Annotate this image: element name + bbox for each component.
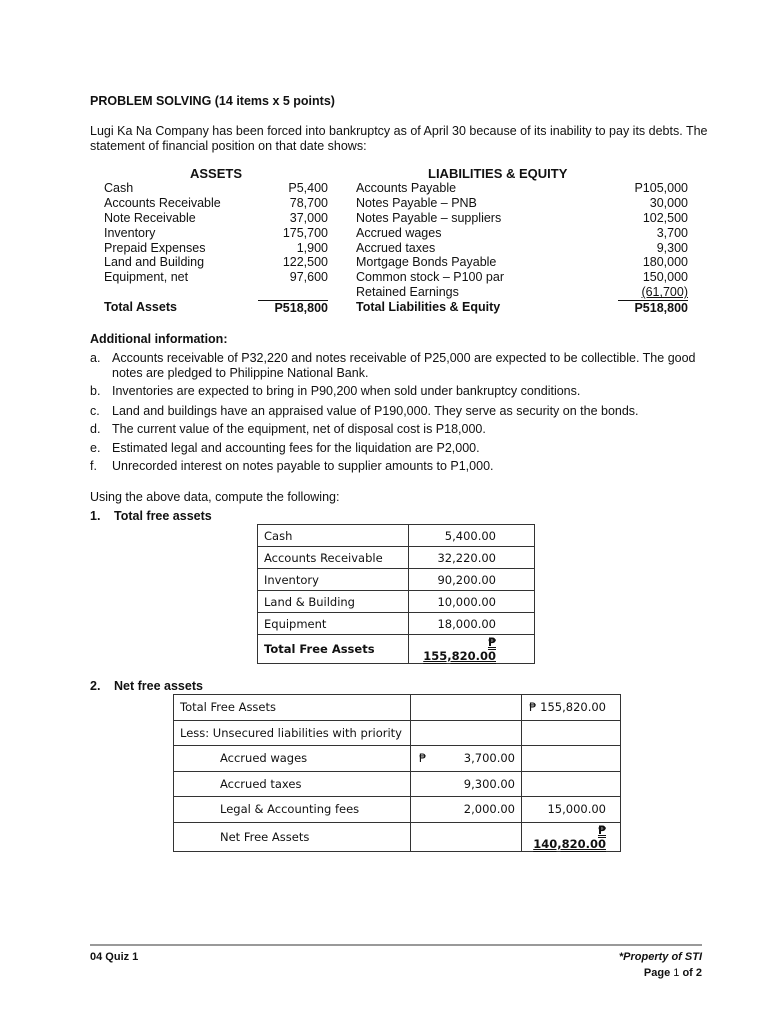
table-row [258, 635, 535, 664]
q2-item-value: 2,000.00 [411, 797, 522, 823]
liability-label: Mortgage Bonds Payable [356, 255, 497, 270]
liability-row [356, 181, 688, 196]
liability-value: 9,300 [656, 240, 688, 255]
q1-cell-value: 18,000.00 [409, 613, 535, 635]
footer-divider [90, 944, 702, 946]
assets-list [104, 181, 328, 285]
table-row [174, 720, 621, 746]
q1-cell-value: 32,220.00 [409, 547, 535, 569]
asset-row [104, 255, 328, 270]
liabilities-heading: LIABILITIES & EQUITY [428, 166, 568, 181]
liability-label: Accrued wages [356, 225, 442, 240]
info-letter: e. [90, 441, 101, 455]
q1-total-value: ₱ 155,820.00 [423, 635, 496, 663]
asset-label: Equipment, net [104, 270, 189, 285]
table-row [174, 822, 621, 851]
info-letter: c. [90, 404, 100, 418]
q2-net-value: ₱ 140,820.00 [533, 822, 606, 851]
page-title: PROBLEM SOLVING (14 items x 5 points) [90, 94, 335, 108]
asset-value: 78,700 [289, 195, 328, 210]
q2-item-label: Legal & Accounting fees [174, 797, 411, 823]
liability-label: Retained Earnings [356, 285, 459, 300]
asset-row [104, 270, 328, 285]
liability-value: 3,700 [656, 225, 688, 240]
liability-row [356, 241, 688, 256]
asset-row [104, 181, 328, 196]
liability-row [356, 226, 688, 241]
footer-property: *Property of STI [618, 951, 702, 963]
asset-label: Inventory [104, 225, 156, 240]
liability-row [356, 255, 688, 270]
additional-heading: Additional information: [90, 332, 228, 346]
q2-title: Net free assets [114, 679, 203, 693]
liabilities-list [356, 181, 688, 300]
q1-title: Total free assets [114, 509, 212, 523]
page-number: 1 [673, 967, 680, 979]
asset-row [104, 226, 328, 241]
q2-item-value: 9,300.00 [411, 771, 522, 797]
total-liabilities-label: Total Liabilities & Equity [356, 300, 501, 314]
q1-number: 1. [90, 509, 101, 523]
liability-value: 30,000 [649, 195, 688, 210]
q2-subtotal: 15,000.00 [522, 797, 621, 823]
liability-row [356, 196, 688, 211]
table-row [258, 591, 535, 613]
asset-label: Land and Building [104, 255, 205, 270]
liability-value: 150,000 [642, 270, 688, 285]
asset-label: Note Receivable [104, 210, 196, 225]
liability-label: Common stock – P100 par [356, 270, 504, 285]
intro-paragraph: Lugi Ka Na Company has been forced into bankruptcy as of April 30 because of its inability to pay its debts. The statement of financial position on that date shows: [90, 124, 708, 153]
q2-less-label: Less: Unsecured liabilities with priority [174, 720, 411, 746]
asset-label: Accounts Receivable [104, 195, 221, 210]
table-row [258, 569, 535, 591]
q1-cell-label: Accounts Receivable [258, 547, 409, 569]
info-text: Accounts receivable of P32,220 and notes receivable of P25,000 are expected to be collectible. The good notes are pledged to Philippine National Bank. [112, 351, 696, 380]
liability-label: Notes Payable – suppliers [356, 210, 502, 225]
asset-row [104, 211, 328, 226]
total-assets-value: P518,800 [258, 300, 328, 315]
info-letter: a. [90, 351, 101, 365]
footer-page [644, 967, 702, 979]
asset-row [104, 196, 328, 211]
liability-label: Notes Payable – PNB [356, 195, 477, 210]
q1-cell-label: Cash [258, 525, 409, 547]
asset-value: 1,900 [296, 240, 328, 255]
liability-row [356, 270, 688, 285]
q1-cell-value: 5,400.00 [409, 525, 535, 547]
total-assets-label: Total Assets [104, 300, 177, 314]
info-letter: d. [90, 422, 101, 436]
liability-row [356, 285, 688, 300]
q1-table [257, 524, 535, 664]
asset-row [104, 241, 328, 256]
q2-item-label: Accrued wages [174, 746, 411, 772]
total-liabilities-value: P518,800 [618, 300, 688, 315]
info-letter: f. [90, 459, 97, 473]
q2-number: 2. [90, 679, 101, 693]
info-text: Estimated legal and accounting fees for the liquidation are P2,000. [112, 441, 480, 455]
liability-value: 180,000 [642, 255, 688, 270]
compute-intro: Using the above data, compute the following: [90, 490, 340, 504]
liability-value: P105,000 [634, 181, 688, 195]
asset-value: P5,400 [288, 181, 328, 195]
q2-item-value: 3,700.00 [463, 751, 515, 766]
info-item [90, 351, 710, 381]
table-row [174, 695, 621, 721]
asset-value: 37,000 [289, 210, 328, 225]
q2-item-label: Accrued taxes [174, 771, 411, 797]
info-text: Land and buildings have an appraised value of P190,000. They serve as security on the bonds. [112, 404, 639, 418]
asset-value: 122,500 [282, 255, 328, 270]
table-row [174, 771, 621, 797]
footer-left: 04 Quiz 1 [90, 951, 139, 963]
q2-total-free-label: Total Free Assets [174, 695, 411, 721]
page-prefix: Page [643, 967, 671, 979]
info-text: The current value of the equipment, net of disposal cost is P18,000. [112, 422, 486, 436]
q1-cell-label: Land & Building [258, 591, 409, 613]
table-row [174, 746, 621, 772]
asset-value: 97,600 [289, 270, 328, 285]
liability-value: (61,700) [641, 285, 688, 300]
info-text: Unrecorded interest on notes payable to supplier amounts to P1,000. [112, 459, 494, 473]
q1-cell-value: 10,000.00 [409, 591, 535, 613]
q2-total-free-value: ₱ 155,820.00 [522, 695, 621, 721]
table-row [258, 547, 535, 569]
liability-row [356, 211, 688, 226]
q2-net-label: Net Free Assets [174, 822, 411, 851]
table-row [258, 613, 535, 635]
asset-label: Cash [104, 181, 134, 195]
q2-table [173, 694, 621, 852]
asset-value: 175,700 [282, 225, 328, 240]
q1-cell-label: Inventory [258, 569, 409, 591]
q1-cell-value: 90,200.00 [409, 569, 535, 591]
asset-label: Prepaid Expenses [104, 240, 206, 255]
liability-label: Accounts Payable [356, 181, 457, 195]
page-suffix: of 2 [682, 967, 702, 979]
q1-total-label: Total Free Assets [258, 635, 409, 664]
table-row [258, 525, 535, 547]
assets-heading: ASSETS [190, 166, 243, 181]
liability-value: 102,500 [642, 210, 688, 225]
table-row [174, 797, 621, 823]
info-text: Inventories are expected to bring in P90,200 when sold under bankruptcy conditions. [112, 384, 581, 398]
info-letter: b. [90, 384, 101, 398]
q1-cell-label: Equipment [258, 613, 409, 635]
liability-label: Accrued taxes [356, 240, 436, 255]
peso-sign: ₱ [419, 751, 427, 766]
